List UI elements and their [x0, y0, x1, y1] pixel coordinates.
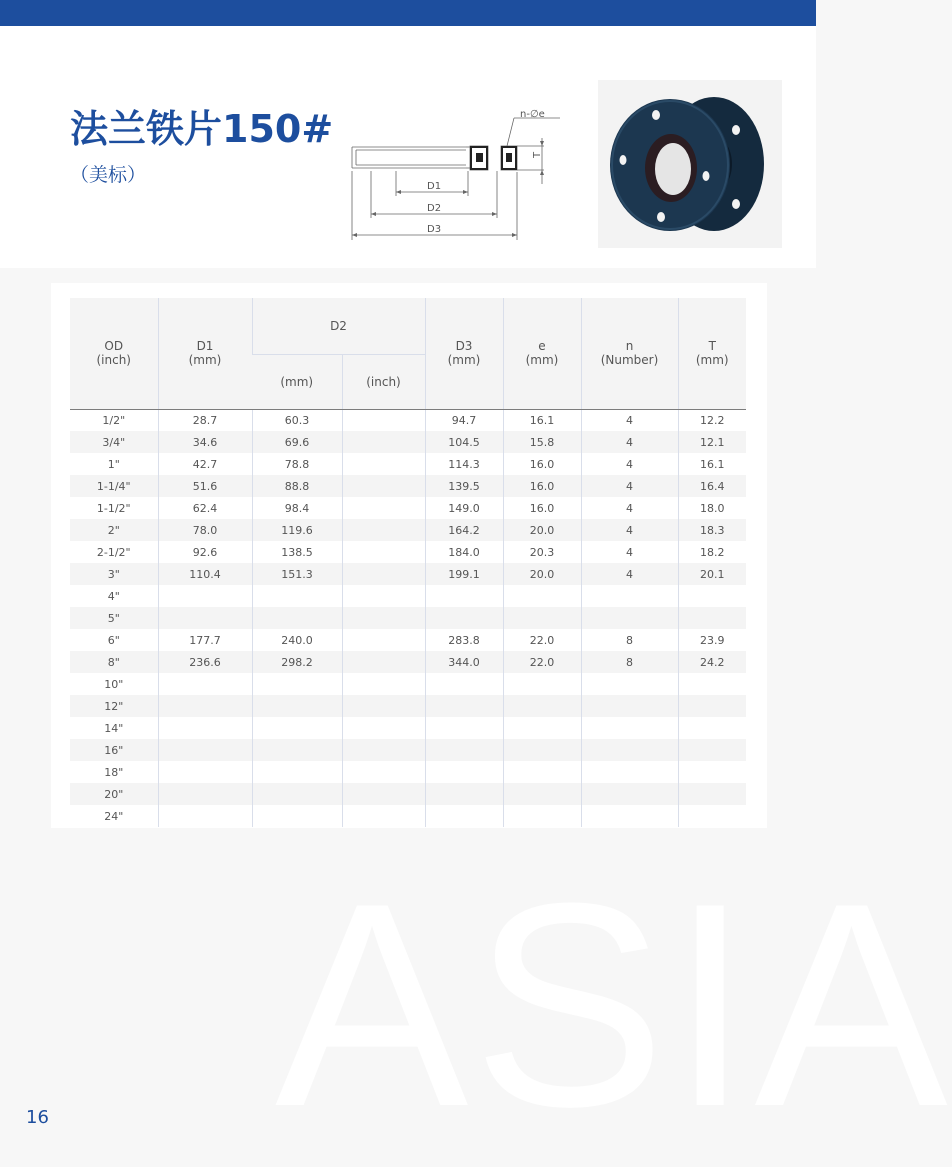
cell-d3: 344.0 [425, 651, 503, 673]
table-row [70, 695, 746, 717]
cell-t [678, 805, 746, 827]
cell-d3: 139.5 [425, 475, 503, 497]
cell-d1: 34.6 [158, 431, 252, 453]
cell-t [678, 783, 746, 805]
cell-od: 2-1/2" [96, 545, 131, 559]
cell-d2-inch [342, 541, 425, 563]
table-row [70, 563, 746, 585]
table-row [70, 629, 746, 651]
cell-d2-mm: 88.8 [252, 475, 342, 497]
header-d3: D3 (mm) [425, 298, 503, 409]
cell-e [503, 783, 581, 805]
cell-d3 [425, 761, 503, 783]
cell-od: 10" [104, 677, 124, 691]
cell-d3 [425, 695, 503, 717]
header-d2-mm: (mm) [252, 354, 342, 409]
cell-d2-inch [342, 717, 425, 739]
cell-n: 8 [581, 651, 678, 673]
cell-n [581, 695, 678, 717]
cell-d2-mm: 138.5 [252, 541, 342, 563]
cell-d3: 104.5 [425, 431, 503, 453]
cell-t: 24.2 [678, 651, 746, 673]
cell-d3: 283.8 [425, 629, 503, 651]
table-row [70, 783, 746, 805]
cell-d1: 236.6 [158, 651, 252, 673]
cell-n [581, 761, 678, 783]
cell-t: 23.9 [678, 629, 746, 651]
diagram-label-t: T [532, 151, 543, 158]
cell-od: 12" [70, 695, 158, 717]
cell-d2-mm: 60.3 [252, 409, 342, 431]
cell-d1 [158, 717, 252, 739]
cell-od: 20" [70, 783, 158, 805]
cell-od: 3/4" [70, 431, 158, 453]
cell-d2-inch [342, 739, 425, 761]
top-bar [0, 0, 816, 26]
cell-d2-mm [252, 607, 342, 629]
cell-d1: 110.4 [158, 563, 252, 585]
cell-e [503, 585, 581, 607]
cell-d2-mm: 119.6 [252, 519, 342, 541]
cell-d1 [158, 739, 252, 761]
cell-e: 22.0 [503, 651, 581, 673]
cell-d1: 177.7 [158, 629, 252, 651]
cell-d2-mm: 298.2 [252, 651, 342, 673]
cell-d3: 149.0 [425, 497, 503, 519]
header-d2-inch: (inch) [342, 354, 425, 409]
cell-d2-inch [342, 783, 425, 805]
cell-t: 18.2 [678, 541, 746, 563]
cell-e [503, 739, 581, 761]
cell-od: 2" [70, 519, 158, 541]
cell-n: 4 [581, 453, 678, 475]
cell-d2-mm [252, 585, 342, 607]
cell-e [503, 607, 581, 629]
cell-d1: 78.0 [158, 519, 252, 541]
cell-n [581, 783, 678, 805]
diagram-label-d3: D3 [427, 224, 442, 235]
cell-od: 1-1/2" [96, 501, 131, 515]
cell-d2-inch [342, 497, 425, 519]
cell-n [581, 805, 678, 827]
cell-od: 1" [107, 457, 120, 471]
cell-e [503, 761, 581, 783]
cell-e: 16.0 [503, 453, 581, 475]
cell-n: 4 [581, 431, 678, 453]
header-d2: D2 [252, 298, 425, 354]
cell-d1 [158, 607, 252, 629]
cell-d2-mm [252, 717, 342, 739]
cell-od: 16" [70, 739, 158, 761]
cell-d2-inch [342, 651, 425, 673]
cell-d2-inch [342, 585, 425, 607]
cell-d2-inch [342, 629, 425, 651]
cell-e: 15.8 [503, 431, 581, 453]
header-t: T (mm) [678, 298, 746, 409]
cell-e [503, 695, 581, 717]
table-row [70, 761, 746, 783]
cell-d2-mm [252, 739, 342, 761]
cell-n: 4 [581, 497, 678, 519]
cell-d3 [425, 607, 503, 629]
cell-d3: 199.1 [425, 563, 503, 585]
flange-product-photo [598, 80, 782, 248]
header-od: OD (inch) [70, 298, 158, 409]
cell-d2-inch [342, 519, 425, 541]
cell-d1 [158, 805, 252, 827]
cell-d3 [425, 717, 503, 739]
cell-d2-mm [252, 761, 342, 783]
spec-table [70, 298, 746, 827]
cell-od: 6" [107, 633, 120, 647]
cell-od: 1-1/4" [70, 475, 158, 497]
cell-d1 [158, 761, 252, 783]
cell-t: 18.0 [678, 497, 746, 519]
cell-d1: 62.4 [158, 497, 252, 519]
cell-d1 [158, 695, 252, 717]
cell-d2-mm: 98.4 [252, 497, 342, 519]
cell-d2-inch [342, 805, 425, 827]
page-subtitle: （美标） [70, 164, 147, 186]
cell-n [581, 739, 678, 761]
cell-d2-inch [342, 695, 425, 717]
cell-t [678, 607, 746, 629]
table-row [70, 519, 746, 541]
cell-d3: 94.7 [425, 409, 503, 431]
cell-t [678, 739, 746, 761]
cell-t: 12.1 [678, 431, 746, 453]
cell-od: 14" [104, 721, 124, 735]
cell-d2-mm: 240.0 [252, 629, 342, 651]
cell-d3: 164.2 [425, 519, 503, 541]
cell-od: 4" [107, 589, 120, 603]
cell-n [581, 673, 678, 695]
cell-od: 3" [70, 563, 158, 585]
cell-n [581, 607, 678, 629]
cell-d1: 28.7 [158, 409, 252, 431]
cell-d2-inch [342, 409, 425, 431]
cell-d2-mm [252, 673, 342, 695]
cell-d2-inch [342, 761, 425, 783]
cell-n: 4 [581, 475, 678, 497]
cell-d2-inch [342, 453, 425, 475]
header-e: e (mm) [503, 298, 581, 409]
cell-n: 4 [581, 563, 678, 585]
table-row [70, 585, 746, 607]
cell-d2-mm: 151.3 [252, 563, 342, 585]
cell-t: 18.3 [678, 519, 746, 541]
cell-n: 4 [581, 519, 678, 541]
cell-d2-inch [342, 607, 425, 629]
cell-e: 22.0 [503, 629, 581, 651]
cell-d2-mm [252, 805, 342, 827]
header-d1: D1 (mm) [158, 298, 252, 409]
cell-t: 12.2 [678, 409, 746, 431]
table-row [70, 409, 746, 431]
table-row [70, 497, 746, 519]
cell-n [581, 717, 678, 739]
table-row [70, 541, 746, 563]
table-row [70, 805, 746, 827]
cell-od: 24" [104, 809, 124, 823]
cell-d1: 42.7 [158, 453, 252, 475]
cell-e: 16.0 [503, 497, 581, 519]
table-row [70, 739, 746, 761]
cell-t: 16.4 [678, 475, 746, 497]
cell-e: 20.0 [503, 519, 581, 541]
cell-d1: 92.6 [158, 541, 252, 563]
cell-e: 20.0 [503, 563, 581, 585]
cell-d2-mm: 78.8 [252, 453, 342, 475]
cell-d3 [425, 783, 503, 805]
flange-section-diagram [346, 100, 566, 246]
cell-d3 [425, 805, 503, 827]
cell-d2-mm: 69.6 [252, 431, 342, 453]
cell-e: 16.1 [503, 409, 581, 431]
cell-d2-inch [342, 673, 425, 695]
cell-od: 18" [104, 765, 124, 779]
cell-d3 [425, 739, 503, 761]
diagram-label-ne: n-∅e [520, 109, 545, 120]
cell-d3 [425, 673, 503, 695]
cell-d1 [158, 783, 252, 805]
cell-n [581, 585, 678, 607]
cell-d3 [425, 585, 503, 607]
page-title: 法兰铁片150# [70, 107, 334, 151]
cell-od: 8" [70, 651, 158, 673]
cell-e: 16.0 [503, 475, 581, 497]
cell-t [678, 673, 746, 695]
cell-t: 16.1 [678, 453, 746, 475]
cell-t [678, 695, 746, 717]
cell-d2-inch [342, 431, 425, 453]
cell-e [503, 673, 581, 695]
cell-d1 [158, 585, 252, 607]
header-n: n (Number) [581, 298, 678, 409]
cell-t [678, 761, 746, 783]
table-row [70, 673, 746, 695]
cell-t: 20.1 [678, 563, 746, 585]
table-row [70, 717, 746, 739]
cell-t [678, 585, 746, 607]
cell-n: 4 [581, 409, 678, 431]
cell-n: 4 [581, 541, 678, 563]
cell-d2-mm [252, 695, 342, 717]
table-row [70, 453, 746, 475]
cell-od: 1/2" [102, 413, 126, 427]
cell-e [503, 805, 581, 827]
cell-d1: 51.6 [158, 475, 252, 497]
cell-d3: 114.3 [425, 453, 503, 475]
cell-t [678, 717, 746, 739]
page-number: 16 [26, 1107, 49, 1128]
cell-d2-inch [342, 475, 425, 497]
table-row [70, 475, 746, 497]
diagram-label-d2: D2 [427, 203, 442, 214]
cell-d1 [158, 673, 252, 695]
cell-e: 20.3 [503, 541, 581, 563]
table-row [70, 431, 746, 453]
table-row [70, 651, 746, 673]
watermark-text: ASIA [275, 843, 952, 1167]
cell-d2-inch [342, 563, 425, 585]
cell-d2-mm [252, 783, 342, 805]
cell-d3: 184.0 [425, 541, 503, 563]
cell-od: 5" [70, 607, 158, 629]
table-row [70, 607, 746, 629]
cell-e [503, 717, 581, 739]
diagram-label-d1: D1 [427, 181, 442, 192]
cell-n: 8 [581, 629, 678, 651]
